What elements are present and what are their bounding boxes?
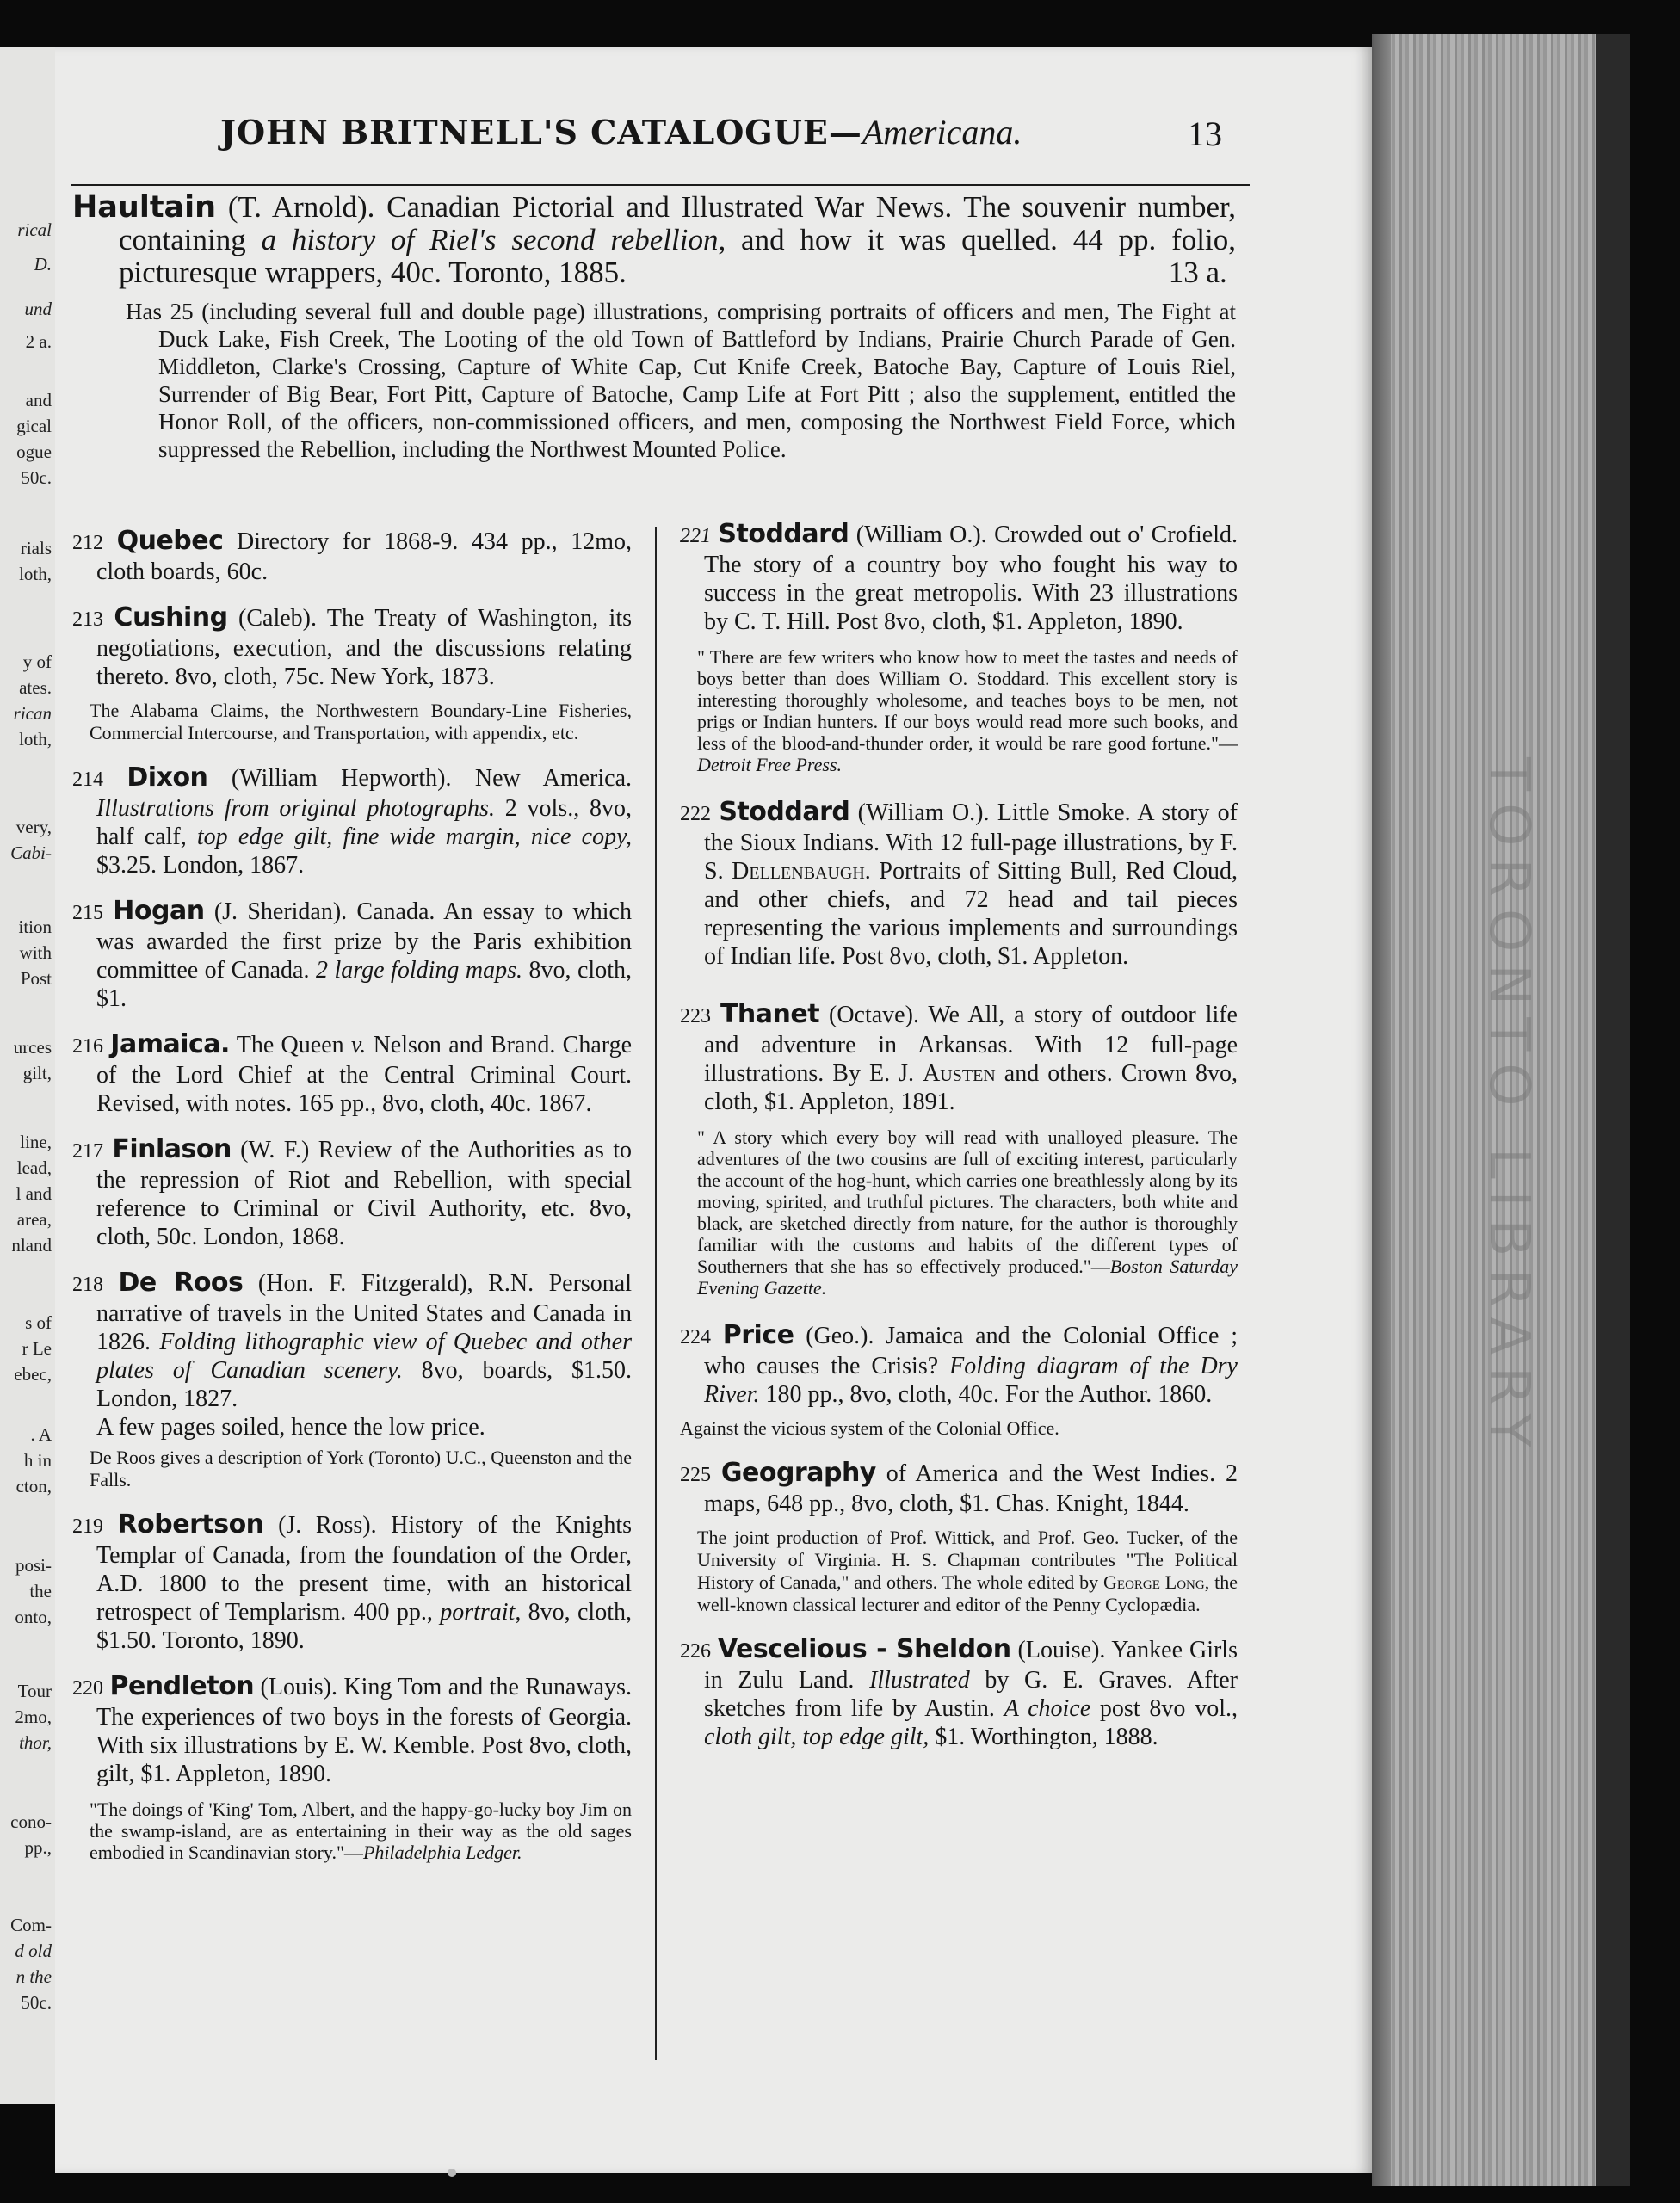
left-margin-fragment: Cabi- xyxy=(10,842,52,863)
left-margin-fragment: rials xyxy=(20,538,52,558)
left-margin-fragment: thor, xyxy=(19,1732,52,1753)
left-margin-fragment: nland xyxy=(11,1235,52,1256)
left-margin-fragment: l and xyxy=(15,1183,52,1204)
entry-213-note: The Alabama Claims, the Northwestern Boundary-Line Fisheries, Commercial Intercourse, and Transportation, with appendix, etc. xyxy=(90,700,632,744)
right-column xyxy=(680,520,1238,1768)
entry-224-note: Against the vicious system of the Colonial Office. xyxy=(680,1417,1059,1439)
left-margin-fragment: line, xyxy=(20,1132,52,1152)
entry-note: Has 25 (including several full and double page) illustrations, comprising portraits of officers and men, The Fight at Duck Lake, Fish Creek, The Looting of the old Town of Battleford by Indians, Prairie Church Parade of Gen. Middleton, Clarke's Crossing, Capture of White Cap, Cut Knife Creek, Batoche Bay, Capture of Louis Riel, Surrender of Big Bear, Fort Pitt, Capture of Batoche, Camp Life at Fort Pitt ; also the supplement, entitled the Honor Roll, of the officers, non-commissioned officers, and men, composing the Northwest Field Force, which suppressed the Rebellion, including the Northwest Mounted Police. xyxy=(126,299,1236,462)
entry-220: 220 Pendleton (Louis). King Tom and the Runaways. The experiences of two boys in the forests of Georgia. With six illustrations by E. W. Kemble. Post 8vo, cloth, gilt, $1. Appleton, 1890. xyxy=(72,1671,632,1787)
left-margin-fragment: and xyxy=(25,390,52,410)
page-speck xyxy=(448,2169,456,2177)
entry-222: 222 Stoddard (William O.). Little Smoke. A story of the Sioux Indians. With 12 full-page illustrations, by F. S. Dellenbaugh. Portraits of Sitting Bull, Red Cloud, and other chiefs, and 72 head and tail pieces representing the various implements and surroundings of Indian life. Post 8vo, cloth, $1. Appleton. xyxy=(680,797,1238,970)
left-margin-fragment: ogue xyxy=(16,441,52,462)
left-margin-fragment: the xyxy=(29,1581,52,1601)
left-margin-fragment: ates. xyxy=(19,677,52,698)
catalogue-title: JOHN BRITNELL'S CATALOGUE—Americana. xyxy=(220,113,1022,151)
left-margin-fragment: 50c. xyxy=(21,467,52,488)
left-margin-fragment: s of xyxy=(25,1312,52,1333)
entry-216: 216 Jamaica. The Queen v. Nelson and Brand. Charge of the Lord Chief at the Central Criminal Court. Revised, with notes. 165 pp., 8vo, cloth, 40c. 1867. xyxy=(72,1029,632,1117)
previous-page-edge xyxy=(0,47,57,2104)
left-margin-fragment: cono- xyxy=(10,1811,52,1832)
left-margin-fragment: rican xyxy=(13,703,52,724)
left-margin-fragment: Com- xyxy=(10,1915,52,1935)
entry-218: 218 De Roos (Hon. F. Fitzgerald), R.N. Personal narrative of travels in the United States and Canada in 1826. Folding lithographic view of Quebec and other plates of Canadian scenery. 8vo, boards, $1.50. London, 1827. A few pages soiled, hence the low price. xyxy=(72,1268,633,1441)
left-margin-fragment: with xyxy=(19,942,52,963)
entry-225: 225 Geography of America and the West Indies. 2 maps, 648 pp., 8vo, cloth, $1. Chas. Knight, 1844. xyxy=(680,1458,1238,1517)
header-rule xyxy=(71,184,1250,186)
left-margin-fragment: Tour xyxy=(17,1681,52,1701)
entry-ref: 13 a. xyxy=(1168,256,1227,289)
left-margin-fragment: rical xyxy=(17,219,52,240)
library-stamp: TORONTO LIBRARY xyxy=(1477,757,1541,1459)
left-margin-fragment: lead, xyxy=(16,1157,52,1178)
catalogue-subtitle: Americana. xyxy=(862,113,1022,151)
entry-226: 226 Vescelious - Sheldon (Louise). Yankee Girls in Zulu Land. Illustrated by G. E. Graves. After sketches from life by Austin. A choice post 8vo vol., cloth gilt, top edge gilt, $1. Worthington, 1888. xyxy=(680,1634,1238,1750)
entry-haultain: Haultain (T. Arnold). Canadian Pictorial and Illustrated War News. The souvenir number, containing a history of Riel's second rebellion, and how it was quelled. 44 pp. folio, picturesque wrappers, 40c. Toronto, 1885. 13 a. Has 25 (including several full and double page) illustrations, comprising portraits of officers and men, The Fight at Duck Lake, Fish Creek, The Looting of the old Town of Battleford by Indians, Prairie Church Parade of Gen. Middleton, Clarke's Crossing, Capture of White Cap, Cut Knife Creek, Batoche Bay, Capture of Louis Riel, Surrender of Big Bear, Fort Pitt, Capture of Batoche, Camp Life at Fort Pitt ; also the supplement, entitled the Honor Roll, of the officers, non-commissioned officers, and men, composing the Northwest Field Force, which suppressed the Rebellion, including the Northwest Mounted Police. xyxy=(72,190,1237,462)
left-margin-fragment: pp., xyxy=(24,1837,52,1858)
left-margin-fragment: d old xyxy=(15,1941,52,1961)
left-margin-fragment: gical xyxy=(16,416,52,436)
left-margin-fragment: gilt, xyxy=(22,1063,52,1083)
entry-225-note: The joint production of Prof. Wittick, and Prof. Geo. Tucker, of the University of Virginia. H. S. Chapman contributes "The Political History of Canada," and others. The whole edited by George Long, the well-known classical lecturer and editor of the Penny Cyclopædia. xyxy=(697,1527,1238,1615)
left-margin-fragment: ition xyxy=(18,916,52,937)
entry-219: 219 Robertson (J. Ross). History of the Knights Templar of Canada, from the foundation of the Order, A.D. 1800 to the present time, with an historical retrospect of Templarism. 400 pp., portrait, 8vo, cloth, $1.50. Toronto, 1890. xyxy=(72,1509,632,1654)
entry-212: 212 Quebec Directory for 1868-9. 434 pp., 12mo, cloth boards, 60c. xyxy=(72,526,632,585)
entry-223-quote: " A story which every boy will read with unalloyed pleasure. The adventures of the two cousins are full of exciting interest, particularly the account of the hog-hunt, which carries one breathlessly along by its moving, spirited, and truthful pictures. The characters, both white and black, are sketched directly from nature, for the author is thoroughly familiar with the customs and habits of the different types of Southerners that she has so effectively produced."—Boston Saturday Evening Gazette. xyxy=(697,1126,1238,1299)
left-margin-fragment: D. xyxy=(34,254,52,275)
entry-218-note: De Roos gives a description of York (Toronto) U.C., Queenston and the Falls. xyxy=(90,1447,632,1490)
left-margin-fragment: loth, xyxy=(19,729,52,750)
entry-217: 217 Finlason (W. F.) Review of the Authorities as to the repression of Riot and Rebellion, with special reference to Criminal or Civil Authority, etc. 8vo, cloth, 50c. London, 1868. xyxy=(72,1134,632,1250)
left-margin-fragment: y of xyxy=(22,651,52,672)
page-number: 13 xyxy=(1188,114,1222,153)
entry-220-quote: "The doings of 'King' Tom, Albert, and the happy-go-lucky boy Jim on the swamp-island, are as entertaining in their way as the old sages embodied in Scandinavian story."—Philadelphia Ledger. xyxy=(90,1799,632,1863)
left-margin-fragment: very, xyxy=(15,817,52,837)
page-header xyxy=(172,112,1257,164)
entry-221: 221 Stoddard (William O.). Crowded out o' Crofield. The story of a country boy who fought his way to success in the great metropolis. With 23 illustrations by C. T. Hill. Post 8vo, cloth, $1. Appleton, 1890. xyxy=(680,519,1238,635)
left-margin-fragment: 2mo, xyxy=(15,1706,52,1727)
left-margin-fragment: loth, xyxy=(19,564,52,584)
left-margin-fragment: area, xyxy=(16,1209,52,1230)
left-margin-fragment: h in xyxy=(23,1450,52,1471)
left-margin-fragment: posi- xyxy=(15,1555,52,1576)
left-margin-fragment: 50c. xyxy=(21,1992,52,2013)
entry-224: 224 Price (Geo.). Jamaica and the Colonial Office ; who causes the Crisis? Folding diagram of the Dry River. 180 pp., 8vo, cloth, 40c. For the Author. 1860. xyxy=(680,1320,1238,1408)
left-margin-fragment: cton, xyxy=(15,1476,52,1496)
left-margin-fragment: n the xyxy=(15,1966,52,1987)
left-margin-fragment: 2 a. xyxy=(25,331,52,352)
entry-221-quote: " There are few writers who know how to meet the tastes and needs of boys better than does William O. Stoddard. This excellent story is interesting thoroughly wholesome, and teaches boys to be men, not prigs or Indian hunters. If our boys would read more such books, and less of the blood-and-thunder order, it would be rare good fortune."—Detroit Free Press. xyxy=(697,646,1238,775)
entry-213: 213 Cushing (Caleb). The Treaty of Washington, its negotiations, execution, and the discussions relating thereto. 8vo, cloth, 75c. New York, 1873. xyxy=(72,602,633,690)
entry-214: 214 Dixon (William Hepworth). New America. Illustrations from original photographs. 2 vols., 8vo, half calf, top edge gilt, fine wide margin, nice copy, $3.25. London, 1867. xyxy=(72,762,632,879)
entry-215: 215 Hogan (J. Sheridan). Canada. An essay to which was awarded the first prize by the Paris exhibition committee of Canada. 2 large folding maps. 8vo, cloth, $1. xyxy=(72,896,632,1012)
column-divider xyxy=(655,527,657,2060)
left-column xyxy=(72,527,632,1885)
left-margin-fragment: urces xyxy=(13,1037,52,1058)
left-margin-fragment: Post xyxy=(20,968,52,989)
left-margin-fragment: und xyxy=(24,299,52,319)
left-margin-fragment: r Le xyxy=(22,1338,52,1359)
entry-name: Haultain xyxy=(72,190,217,225)
entry-223: 223 Thanet (Octave). We All, a story of outdoor life and adventure in Arkansas. With 12 full-page illustrations. By E. J. Austen and others. Crown 8vo, cloth, $1. Appleton, 1891. xyxy=(680,999,1238,1115)
left-margin-fragment: . A xyxy=(30,1424,52,1445)
left-margin-fragment: ebec, xyxy=(14,1364,52,1385)
left-margin-fragment: onto, xyxy=(15,1607,52,1627)
